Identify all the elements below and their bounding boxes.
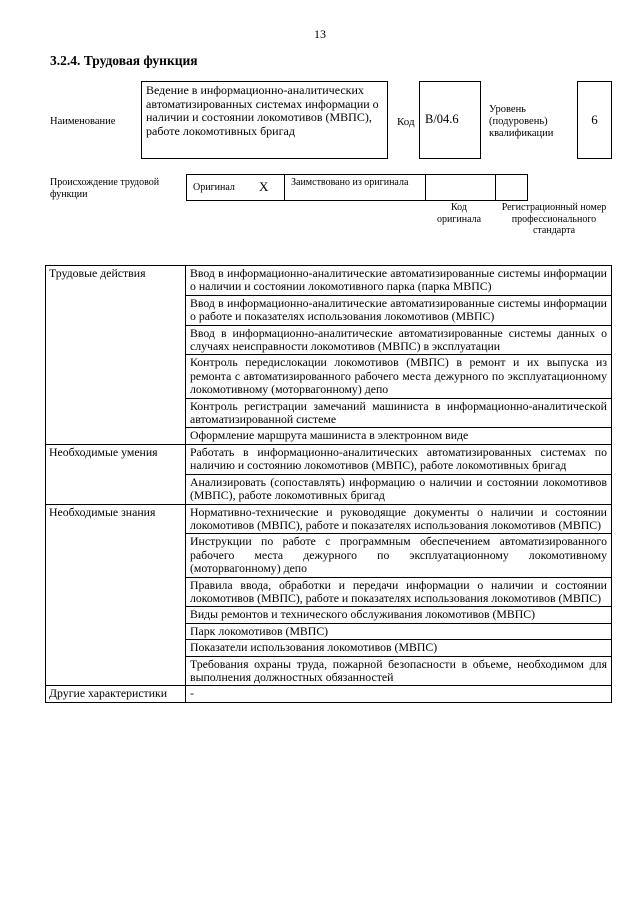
list-item: Анализировать (сопоставлять) информацию о наличии и состоянии локомотивов (МВПС), работе локомотивных бригад xyxy=(186,474,612,504)
list-item: Ввод в информационно-аналитические автоматизированные системы данных о случаях неисправности локомотивов (МВПС) в эксплуатации xyxy=(186,325,612,355)
name-value: Ведение в информационно-аналитических автоматизированных системах информации о наличии и состоянии локомотивов (МВПС), работе локомотивных бригад xyxy=(141,81,388,159)
list-item: Оформление маршрута машиниста в электронном виде xyxy=(186,428,612,444)
divider xyxy=(284,175,285,200)
list-item: Правила ввода, обработки и передачи информации о наличии и состоянии локомотивов (МВПС), работе и показателях использования локомотивов (МВПС) xyxy=(186,577,612,607)
list-item: - xyxy=(186,686,612,702)
list-item: Ввод в информационно-аналитические автоматизированные системы информации о работе и показателях использования локомотивов (МВПС) xyxy=(186,295,612,325)
list-item: Виды ремонтов и технического обслуживания локомотивов (МВПС) xyxy=(186,607,612,623)
borrowed-label: Заимствовано из оригинала xyxy=(291,177,409,188)
code-label: Код xyxy=(397,116,415,128)
list-item: Нормативно-технические и руководящие документы о наличии и состоянии локомотивов (МВПС), работе и показателях использования локомотивов (МВПС) xyxy=(186,504,612,534)
row-heading: Другие характеристики xyxy=(46,686,186,702)
table-row xyxy=(46,266,612,296)
list-item: Показатели использования локомотивов (МВПС) xyxy=(186,640,612,656)
divider xyxy=(495,175,496,200)
section-title: 3.2.4. Трудовая функция xyxy=(50,53,198,68)
list-item: Контроль передислокации локомотивов (МВПС) в ремонт и их выпуска из ремонта с автоматизированного рабочего места дежурного по эксплуатационному локомотивному (моторвагонному) депо xyxy=(186,355,612,398)
divider xyxy=(425,175,426,200)
list-item: Парк локомотивов (МВПС) xyxy=(186,623,612,639)
level-label: Уровень (подуровень) квалификации xyxy=(489,104,554,139)
table-row xyxy=(46,686,612,702)
origin-label: Происхождение трудовой функции xyxy=(50,177,160,200)
list-item: Инструкции по работе с программным обеспечением автоматизированного рабочего места дежурного по эксплуатационному локомотивному (моторвагонному) депо xyxy=(186,534,612,577)
list-item: Контроль регистрации замечаний машиниста в информационно-аналитической автоматизированной системе xyxy=(186,398,612,428)
original-label: Оригинал xyxy=(193,182,235,193)
row-heading: Необходимые умения xyxy=(46,444,186,504)
list-item: Ввод в информационно-аналитические автоматизированные системы информации о наличии и состоянии локомотивного парка (парка МВПС) xyxy=(186,266,612,296)
origin-table xyxy=(186,174,528,201)
level-value: 6 xyxy=(577,81,612,159)
list-item: Работать в информационно-аналитических автоматизированных системах по наличию и состоянию локомотивов (МВПС), работе локомотивных бригад xyxy=(186,444,612,474)
table-row xyxy=(46,504,612,534)
reg-number-caption: Регистрационный номер профессионального стандарта xyxy=(501,202,607,236)
function-table xyxy=(45,265,612,703)
page-number: 13 xyxy=(314,27,326,41)
code-value: B/04.6 xyxy=(419,81,481,159)
table-row xyxy=(46,444,612,474)
list-item: Требования охраны труда, пожарной безопасности в объеме, необходимом для выполнения должностных обязанностей xyxy=(186,656,612,686)
row-heading: Трудовые действия xyxy=(46,266,186,445)
code-original-caption: Код оригинала xyxy=(436,202,482,225)
name-label: Наименование xyxy=(50,116,116,127)
row-heading: Необходимые знания xyxy=(46,504,186,686)
original-mark: X xyxy=(259,179,269,194)
